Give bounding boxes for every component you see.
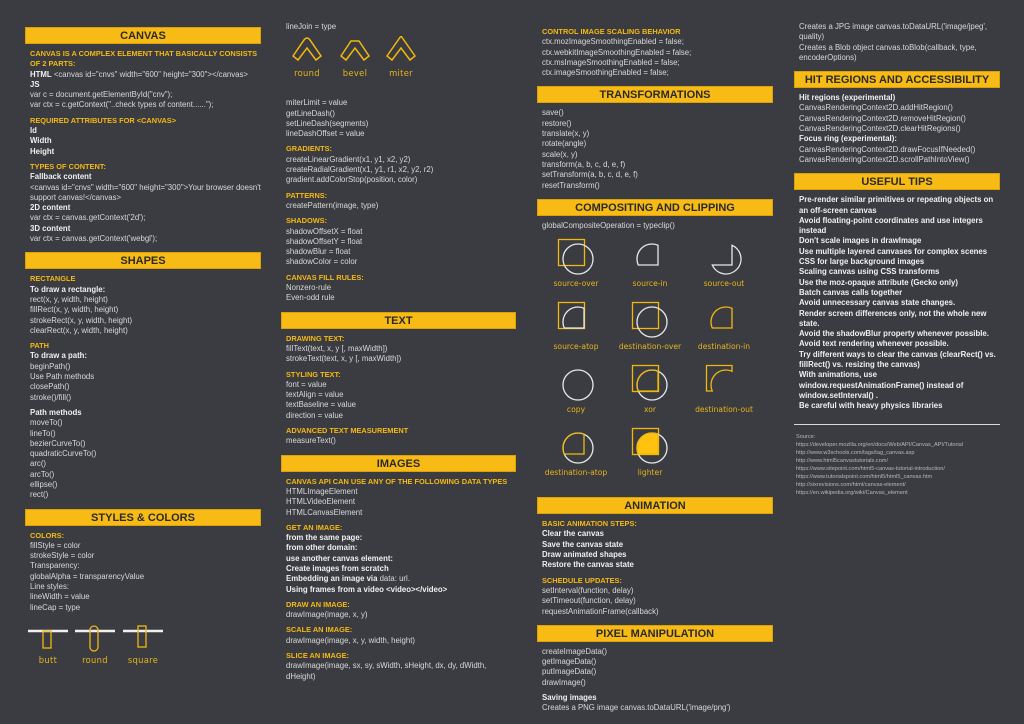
bold-text: Height <box>30 146 55 156</box>
linecap-figure <box>25 621 261 673</box>
source-line: https://www.tutorialspoint.com/html5/html5_canvas.htm <box>796 473 933 480</box>
text-line: var c = document.getElementById("cnv"); <box>30 90 173 100</box>
mixed-text-line <box>25 70 261 80</box>
bold-text: Avoid floating-point coordinates and use integers instead <box>799 215 983 236</box>
text-line: lineCap = type <box>30 602 81 612</box>
figure-label-bevel: bevel <box>342 68 368 79</box>
text-line: lineWidth = value <box>30 592 90 602</box>
text-line: textBaseline = value <box>286 400 357 410</box>
figure-label-square: square <box>127 654 159 665</box>
bold-text: Width <box>30 136 52 146</box>
bold-text: use another canvas element: <box>286 553 394 563</box>
text-line: HTMLVideoElement <box>286 497 356 507</box>
column-4 <box>794 22 1000 497</box>
text-line: fillText(text, x, y [, maxWidth]) <box>286 343 388 353</box>
mixed-text-line <box>281 574 516 584</box>
text-line: setInterval(function, delay) <box>542 585 634 595</box>
bold-text: Focus ring (experimental): <box>799 134 897 144</box>
subheading-colors: COLORS: <box>30 530 65 540</box>
text-line: strokeText(text, x, y [, maxWidth]) <box>286 354 402 364</box>
text-line: scale(x, y) <box>542 149 578 159</box>
subheading-required-attributes-for-canvas: REQUIRED ATTRIBUTES FOR <CANVAS> <box>30 115 177 125</box>
subheading-scale-an-image: SCALE AN IMAGE: <box>286 625 353 635</box>
section-header-images: IMAGES <box>281 455 516 472</box>
bold-text: To draw a path: <box>30 351 88 361</box>
text-line: drawImage(image, sx, sy, sWidth, sHeight, dx, dy, dWidth, dHeight) <box>286 661 487 681</box>
text-line: Creates a Blob object canvas.toBlob(callback, type, encoderOptions) <box>799 42 977 62</box>
bold-label: HTML <box>30 69 52 79</box>
text-line: rotate(angle) <box>542 139 587 149</box>
text-line: restore() <box>542 118 572 128</box>
copy-diagram-icon <box>556 363 596 403</box>
text-line: Line styles: <box>30 582 70 592</box>
text-line: var ctx = canvas.getContext('2d'); <box>30 213 146 223</box>
section-header-styles-colors: STYLES & COLORS <box>25 509 261 526</box>
text-line: stroke()/fill() <box>30 392 72 402</box>
source-line: Source: <box>796 433 816 440</box>
composite-label: destination-over <box>618 342 682 352</box>
text-line: createImageData() <box>542 646 608 656</box>
text-line: Creates a JPG image canvas.toDataURL('image/jpeg', quality) <box>799 22 988 42</box>
subheading-draw-an-image: DRAW AN IMAGE: <box>286 599 350 609</box>
text-line: strokeRect(x, y, width, height) <box>30 315 133 325</box>
text-line: beginPath() <box>30 361 71 371</box>
text-line: translate(x, y) <box>542 129 590 139</box>
subheading-basic-animation-steps: BASIC ANIMATION STEPS: <box>542 519 637 529</box>
text-line: globalCompositeOperation = typeclip() <box>542 220 675 230</box>
composite-source-over <box>539 237 613 300</box>
source-over-diagram-icon <box>556 237 596 277</box>
text-line: closePath() <box>30 382 70 392</box>
bold-text: Use multiple layered canvases for complex scenes <box>799 246 988 256</box>
section-header-shapes: SHAPES <box>25 252 261 269</box>
section-header-pixel-manipulation: PIXEL MANIPULATION <box>537 625 773 642</box>
text-line: fillRect(x, y, width, height) <box>30 305 119 315</box>
text-line: requestAnimationFrame(callback) <box>542 606 659 616</box>
text-line: HTMLCanvasElement <box>286 507 363 517</box>
composite-label: destination-atop <box>544 468 608 478</box>
text-line: globalAlpha = transparencyValue <box>30 571 145 581</box>
bold-text: Saving images <box>542 693 597 703</box>
text-line: fillStyle = color <box>30 540 81 550</box>
composite-label: lighter <box>637 468 663 478</box>
text-line: setLineDash(segments) <box>286 118 369 128</box>
subheading-drawing-text: DRAWING TEXT: <box>286 333 345 343</box>
source-in-diagram-icon <box>630 237 670 277</box>
composite-destination-over <box>613 300 687 363</box>
text-line: quadraticCurveTo() <box>30 449 97 459</box>
source-atop-diagram-icon <box>556 300 596 340</box>
source-line: https://developer.mozilla.org/en/docs/Web/API/Canvas_API/Tutorial <box>796 441 963 448</box>
bold-label: Embedding an image via <box>286 574 378 584</box>
composite-destination-in <box>687 300 761 363</box>
text-line: <canvas id="cnvs" width="600" height="300">Your browser doesn't support canvas!</canvas> <box>30 182 261 202</box>
text-line: arcTo() <box>30 469 55 479</box>
composite-label: source-out <box>703 279 745 289</box>
composite-destination-atop <box>539 426 613 489</box>
composite-label: copy <box>566 405 586 415</box>
text-line: getImageData() <box>542 657 597 667</box>
text-line: gradient.addColorStop(position, color) <box>286 175 418 185</box>
text-line: CanvasRenderingContext2D.scrollPathIntoView() <box>799 154 970 164</box>
text-line: var ctx = c.getContext("..check types of content......"); <box>30 100 214 110</box>
subheading-schedule-updates: SCHEDULE UPDATES: <box>542 575 622 585</box>
text-line: getLineDash() <box>286 108 335 118</box>
text-line: drawImage(image, x, y, width, height) <box>286 635 415 645</box>
source-line: http://www.html5canvastutorials.com/ <box>796 457 889 464</box>
text-line: ctx.imageSmoothingEnabled = false; <box>542 68 669 78</box>
bold-text: Try different ways to clear the canvas (clearRect() vs. fillRect() vs. resizing the canvas) <box>799 349 996 370</box>
text-line: strokeStyle = color <box>30 551 95 561</box>
text: <canvas id="cnvs" width="600" height="300"></canvas> <box>51 69 248 79</box>
bold-text: Be careful with heavy physics libraries <box>799 401 943 411</box>
text-line: drawImage() <box>542 677 586 687</box>
column-2 <box>281 22 516 682</box>
text-line: shadowBlur = float <box>286 247 351 257</box>
bold-text: Pre-render similar primitives or repeating objects on an off-screen canvas <box>799 195 994 215</box>
bold-text: With animations, use window.requestAnimationFrame() instead of window.setInterval() . <box>799 370 964 400</box>
section-header-animation: ANIMATION <box>537 497 773 514</box>
bold-text: Avoid the shadowBlur property whenever possible. <box>799 329 989 339</box>
source-line: https://www.sitepoint.com/html5-canvas-tutorial-introduction/ <box>796 465 945 472</box>
text-line: shadowColor = color <box>286 257 358 267</box>
subheading-patterns: PATTERNS: <box>286 190 328 200</box>
bold-text: Restore the canvas state <box>542 560 634 570</box>
text: data: url. <box>377 574 410 584</box>
bold-text: Using frames from a video <video></video> <box>286 584 448 594</box>
text-line: setTransform(a, b, c, d, e, f) <box>542 170 638 180</box>
text-line: Nonzero-rule <box>286 283 332 293</box>
composite-source-atop <box>539 300 613 363</box>
section-header-text: TEXT <box>281 312 516 329</box>
subheading-canvas-api-can-use-any-of-the-following-: CANVAS API CAN USE ANY OF THE FOLLOWING DATA TYPES <box>286 476 508 486</box>
subheading-rectangle: RECTANGLE <box>30 274 76 284</box>
composite-label: destination-out <box>695 405 753 415</box>
subheading-control-image-scaling-behavior: CONTROL IMAGE SCALING BEHAVIOR <box>542 27 681 36</box>
text-line: ctx.mozImageSmoothingEnabled = false; <box>542 37 684 47</box>
source-line: http://www.w3schools.com/tags/tag_canvas.asp <box>796 449 915 456</box>
bold-text: from other domain: <box>286 543 358 553</box>
section-header-transformations: TRANSFORMATIONS <box>537 86 773 103</box>
text-line: transform(a, b, c, d, e, f) <box>542 159 626 169</box>
subheading-styling-text: STYLING TEXT: <box>286 369 341 379</box>
section-header-compositing-and-clipping: COMPOSITING AND CLIPPING <box>537 199 773 216</box>
text-line: createRadialGradient(x1, y1, r1, x2, y2, r2) <box>286 165 434 175</box>
text-line: CanvasRenderingContext2D.clearHitRegions() <box>799 124 961 134</box>
subheading-advanced-text-measurement: ADVANCED TEXT MEASUREMENT <box>286 426 409 436</box>
source-line: http://sixrevisions.com/html/canvas-element/ <box>796 481 906 488</box>
subheading-shadows: SHADOWS: <box>286 216 328 226</box>
text-line: save() <box>542 108 564 118</box>
bold-text: Scaling canvas using CSS transforms <box>799 267 940 277</box>
divider <box>794 424 1000 425</box>
composite-label: source-in <box>632 279 668 289</box>
text-line: measureText() <box>286 436 336 446</box>
bold-text: CSS for large background images <box>799 257 925 267</box>
text-line: direction = value <box>286 410 343 420</box>
bold-text: Avoid text rendering whenever possible. <box>799 339 949 349</box>
composite-lighter <box>613 426 687 489</box>
bold-text: Render screen differences only, not the whole new state. <box>799 308 987 328</box>
column-1 <box>25 22 261 673</box>
composite-label: destination-in <box>697 342 751 352</box>
subheading-types-of-content: TYPES OF CONTENT: <box>30 161 106 171</box>
destination-over-diagram-icon <box>630 300 670 340</box>
subheading-canvas-is-a-complex-element-that-basical: CANVAS IS A COMPLEX ELEMENT THAT BASICALLY CONSISTS OF 2 PARTS: <box>30 49 258 69</box>
figure-label-butt: butt <box>38 654 58 665</box>
source-out-diagram-icon <box>704 237 744 277</box>
section-header-useful-tips: USEFUL TIPS <box>794 173 1000 190</box>
text-line: createPattern(image, type) <box>286 200 379 210</box>
text-line: ctx.msImageSmoothingEnabled = false; <box>542 57 680 67</box>
bold-text: Avoid unnecessary canvas state changes. <box>799 298 956 308</box>
bold-text: Don't scale images in drawImage <box>799 236 922 246</box>
bold-text: 2D content <box>30 203 71 213</box>
text-line: moveTo() <box>30 418 63 428</box>
subheading-slice-an-image: SLICE AN IMAGE: <box>286 651 349 661</box>
composite-label: source-over <box>553 279 599 289</box>
text-line: shadowOffsetY = float <box>286 236 363 246</box>
bold-text: Batch canvas calls together <box>799 287 903 297</box>
text-line: shadowOffsetX = float <box>286 226 363 236</box>
destination-in-diagram-icon <box>704 300 744 340</box>
destination-out-diagram-icon <box>704 363 744 403</box>
text-line: CanvasRenderingContext2D.removeHitRegion() <box>799 113 966 123</box>
subheading-path: PATH <box>30 341 50 351</box>
bold-text: Id <box>30 126 37 136</box>
text-line: ellipse() <box>30 479 58 489</box>
composite-label: xor <box>643 405 657 415</box>
bold-text: Path methods <box>30 407 82 417</box>
destination-atop-diagram-icon <box>556 426 596 466</box>
composite-destination-out <box>687 363 761 426</box>
subheading-get-an-image: GET AN IMAGE: <box>286 522 343 532</box>
bold-text: from the same page: <box>286 533 363 543</box>
text-line: clearRect(x, y, width, height) <box>30 325 128 335</box>
text-line: lineDashOffset = value <box>286 129 365 139</box>
text-line: miterLimit = value <box>286 98 348 108</box>
composite-source-in <box>613 237 687 300</box>
text-line: CanvasRenderingContext2D.addHitRegion() <box>799 103 953 113</box>
text-line: arc() <box>30 459 47 469</box>
subheading-canvas-fill-rules: CANVAS FILL RULES: <box>286 272 364 282</box>
composite-operations-grid <box>537 237 773 489</box>
bold-text: Fallback content <box>30 172 92 182</box>
text-line: font = value <box>286 379 327 389</box>
text-line: Even-odd rule <box>286 293 335 303</box>
subheading-gradients: GRADIENTS: <box>286 144 332 154</box>
bold-text: 3D content <box>30 223 71 233</box>
linejoin-diagram-icon <box>281 36 441 86</box>
text-line: putImageData() <box>542 667 597 677</box>
bold-text: JS <box>30 79 40 89</box>
text-line: CanvasRenderingContext2D.drawFocusIfNeeded() <box>799 144 976 154</box>
bold-text: Save the canvas state <box>542 539 624 549</box>
text-line: rect(x, y, width, height) <box>30 294 108 304</box>
text-line: lineJoin = type <box>286 22 337 31</box>
text-line: bezierCurveTo() <box>30 438 86 448</box>
composite-source-out <box>687 237 761 300</box>
text-line: HTMLImageElement <box>286 486 358 496</box>
composite-xor <box>613 363 687 426</box>
bold-text: Create images from scratch <box>286 563 389 573</box>
bold-text: To draw a rectangle: <box>30 284 106 294</box>
text-line: createLinearGradient(x1, y1, x2, y2) <box>286 154 411 164</box>
figure-label-miter: miter <box>389 68 413 79</box>
column-3 <box>537 22 773 714</box>
section-header-canvas: CANVAS <box>25 27 261 44</box>
text-line: Use Path methods <box>30 372 95 382</box>
linejoin-figure <box>281 36 516 98</box>
text-line: Transparency: <box>30 561 80 571</box>
xor-diagram-icon <box>630 363 670 403</box>
lighter-diagram-icon <box>630 426 670 466</box>
composite-copy <box>539 363 613 426</box>
bold-text: Use the moz-opaque attribute (Gecko only) <box>799 277 958 287</box>
bold-text: Draw animated shapes <box>542 550 627 560</box>
composite-label: source-atop <box>553 342 599 352</box>
source-line: https://en.wikipedia.org/wiki/Canvas_element <box>796 489 908 496</box>
text-line: Creates a PNG image canvas.toDataURL('image/png') <box>542 703 731 713</box>
text-line: var ctx = canvas.getContext('webgl'); <box>30 234 158 244</box>
text-line: ctx.webkitImageSmoothingEnabled = false; <box>542 47 692 57</box>
text-line: resetTransform() <box>542 180 600 190</box>
bold-text: Hit regions (experimental) <box>799 93 896 103</box>
figure-label-round: round <box>82 654 108 665</box>
text-line: drawImage(image, x, y) <box>286 610 368 620</box>
text-line: rect() <box>30 490 49 500</box>
text-line: setTimeout(function, delay) <box>542 596 636 606</box>
bold-text: Clear the canvas <box>542 529 604 539</box>
figure-label-round: round <box>294 68 320 79</box>
text-line: textAlign = value <box>286 390 344 400</box>
section-header-hit-regions-and-accessibility: HIT REGIONS AND ACCESSIBILITY <box>794 71 1000 88</box>
text-line: lineTo() <box>30 428 56 438</box>
